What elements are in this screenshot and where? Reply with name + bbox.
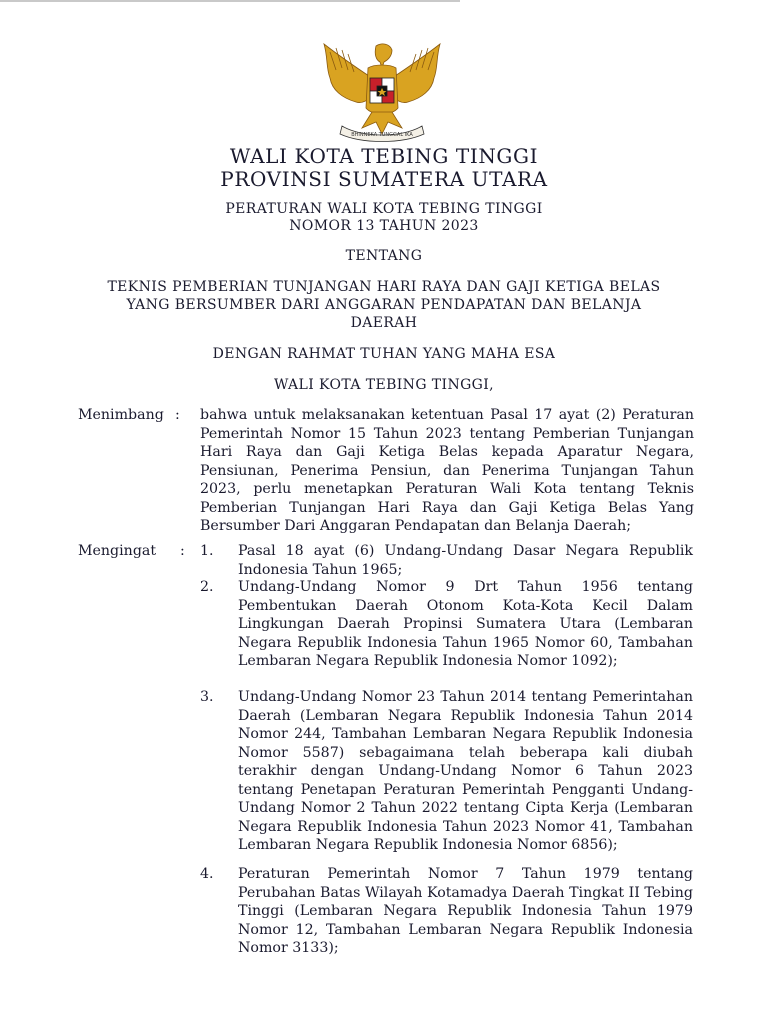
menimbang-colon: : <box>175 407 180 423</box>
list-item-text: Peraturan Pemerintah Nomor 7 Tahun 1979 tentang Perubahan Batas Wilayah Kotamadya Daerah Tingkat II Tebing Tinggi (Lembaran Negara Republik Indonesia Tahun 1979 Nomor 12, Tambahan Lembaran Negara Republik Indonesia Nomor 3133); <box>238 866 693 956</box>
list-item-number: 3. <box>200 689 214 705</box>
list-item-number: 2. <box>200 579 214 595</box>
list-item-text: Undang-Undang Nomor 23 Tahun 2014 tentang Pemerintahan Daerah (Lembaran Negara Republik Indonesia Tahun 2014 Nomor 244, Tambahan Lembaran Negara Republik Indonesia Nomor 5587) sebagaimana telah beberapa kali diubah terakhir dengan Undang-Undang Nomor 6 Tahun 2023 tentang Penetapan Peraturan Pemerintah Pengganti Undang-Undang Nomor 2 Tahun 2022 tentang Cipta Kerja (Lembaran Negara Republik Indonesia Tahun 2023 Nomor 41, Tambahan Lembaran Negara Republik Indonesia Nomor 6856); <box>238 689 693 853</box>
list-item-text: Pasal 18 ayat (6) Undang-Undang Dasar Negara Republik Indonesia Tahun 1965; <box>238 543 693 578</box>
subject-line-3: DAERAH <box>350 315 418 331</box>
issuer-title: WALI KOTA TEBING TINGGI <box>229 144 539 168</box>
list-item-text: Undang-Undang Nomor 9 Drt Tahun 1956 tentang Pembentukan Daerah Otonom Kota-Kota Kecil Dalam Lingkungan Daerah Propinsi Sumatera Utara (Lembaran Negara Republik Indonesia Tahun 1965 Nomor 60, Tambahan Lembaran Negara Republik Indonesia Nomor 1092); <box>238 579 693 669</box>
province-title: PROVINSI SUMATERA UTARA <box>220 167 548 191</box>
regulation-title: PERATURAN WALI KOTA TEBING TINGGI <box>225 201 543 217</box>
regulation-number: NOMOR 13 TAHUN 2023 <box>289 218 479 234</box>
emblem-motto: BHINNEKA TUNGGAL IKA <box>351 132 413 138</box>
mengingat-label: Mengingat <box>78 543 157 559</box>
subject-line-1: TEKNIS PEMBERIAN TUNJANGAN HARI RAYA DAN GAJI KETIGA BELAS <box>107 279 661 295</box>
mengingat-colon: : <box>180 543 185 559</box>
garuda-emblem-icon <box>312 38 452 143</box>
list-item-number: 1. <box>200 543 214 559</box>
menimbang-text: bahwa untuk melaksanakan ketentuan Pasal 17 ayat (2) Peraturan Pemerintah Nomor 15 Tahun 2023 tentang Pemberian Tunjangan Hari Raya dan Gaji Ketiga Belas kepada Aparatur Negara, Pensiunan, Penerima Pensiun, dan Penerima Tunjangan Tahun 2023, perlu menetapkan Peraturan Wali Kota tentang Teknis Pemberian Tunjangan Hari Raya dan Gaji Ketiga Belas Yang Bersumber Dari Anggaran Pendapatan dan Belanja Daerah; <box>200 407 694 534</box>
blessing-line: DENGAN RAHMAT TUHAN YANG MAHA ESA <box>212 346 556 362</box>
tentang-label: TENTANG <box>345 248 423 264</box>
menimbang-label: Menimbang <box>78 407 164 423</box>
authority-line: WALI KOTA TEBING TINGGI, <box>273 377 495 393</box>
scan-edge-line <box>0 0 460 2</box>
list-item-number: 4. <box>200 866 214 882</box>
subject-line-2: YANG BERSUMBER DARI ANGGARAN PENDAPATAN DAN BELANJA <box>126 297 642 313</box>
